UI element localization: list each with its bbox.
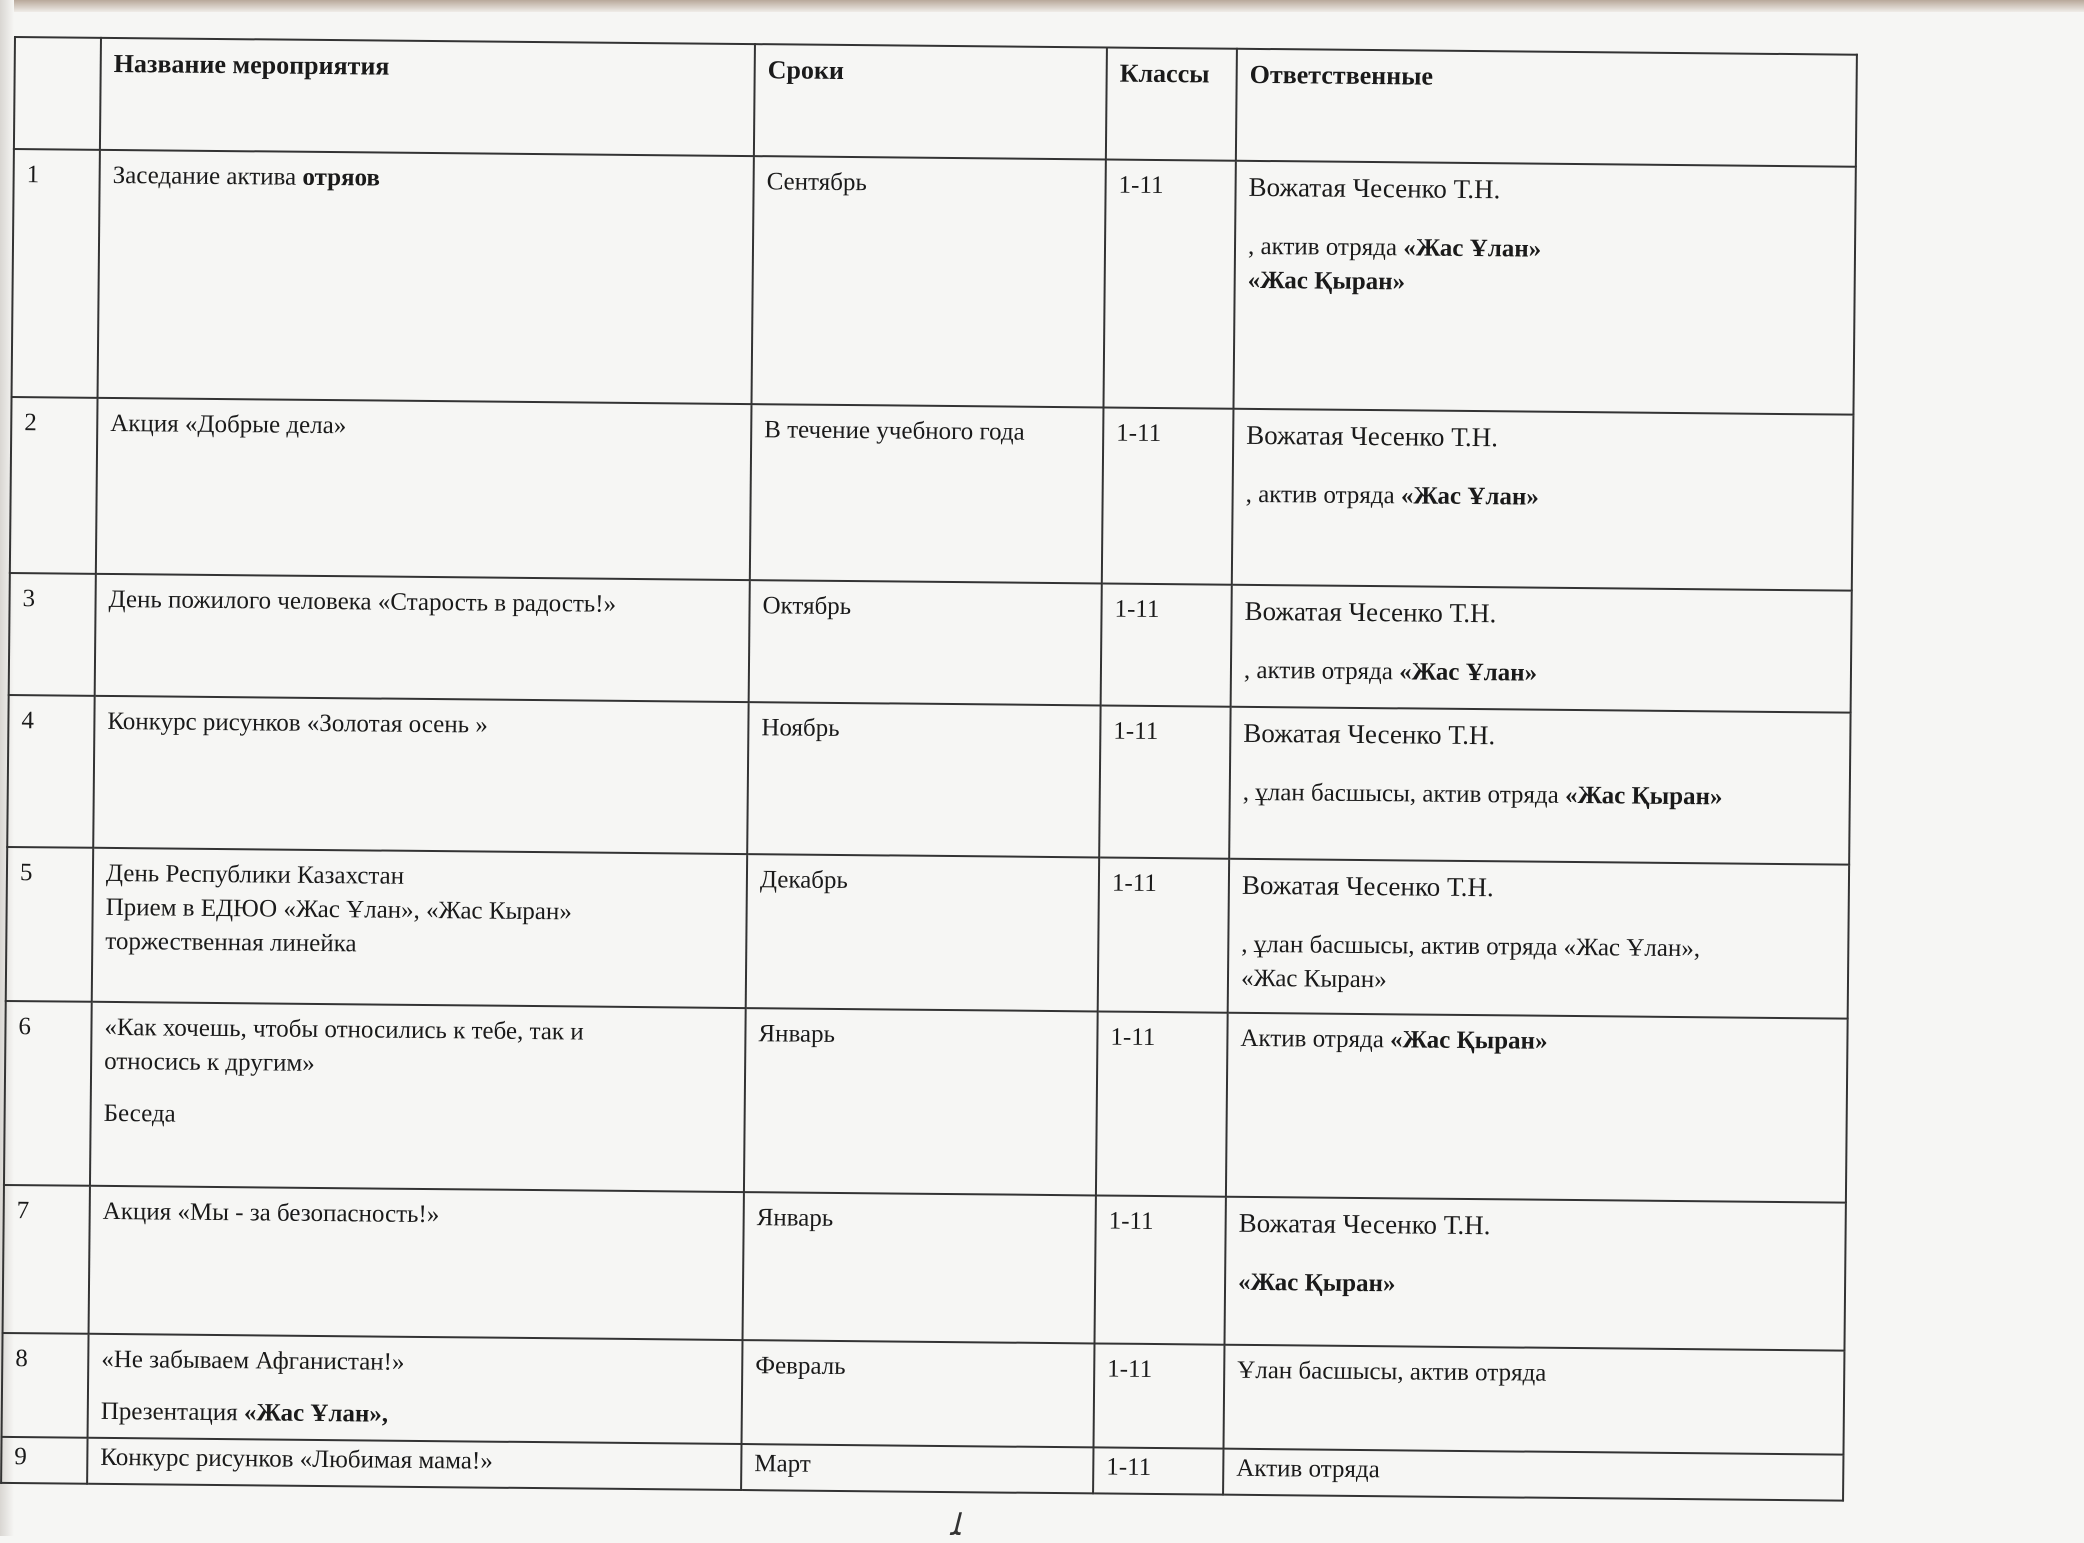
row-number: 6 [4,1001,92,1186]
classes-cell: 1-11 [1102,407,1234,584]
responsible-cell [1233,161,1855,415]
responsible-head: Вожатая Чесенко Т.Н. [1238,1207,1491,1241]
row-number: 4 [7,695,94,848]
responsible-cell [1231,585,1852,713]
responsible-bold: «Жас Ұлан» [1403,234,1542,263]
classes-cell: 1-11 [1094,1343,1225,1448]
responsible-head: Вожатая Чесенко Т.Н. [1248,171,1501,205]
event-cell: Конкурс рисунков «Любимая мама!» [87,1438,741,1490]
responsible-cell [1224,1197,1845,1351]
table-header-row [14,37,1857,167]
event-prefix: Презентация [100,1397,245,1427]
responsible-bold: «Жас Қыран» [1564,781,1723,811]
responsible-head: Вожатая Чесенко Т.Н. [1244,595,1497,629]
responsible-detail [1245,478,1839,518]
handwritten-page-mark: ﻠ [950,1509,960,1542]
event-cell: Акция «Добрые дела» [96,398,752,580]
responsible-bold: «Жас Ұлан» [1399,658,1538,687]
row-number: 1 [12,149,100,398]
responsible-head: Вожатая Чесенко Т.Н. [1246,419,1499,453]
table-row [7,695,1850,865]
responsible-prefix: Актив отряда [1240,1024,1391,1054]
event-line: «Как хочешь, чтобы относились к тебе, так и [104,1013,584,1046]
table-row [6,847,1849,1019]
date-cell: Декабрь [746,854,1099,1011]
event-text-bold: отряов [302,163,381,192]
responsible-cell [1226,1013,1848,1203]
classes-cell: 1-11 [1093,1447,1223,1494]
responsible-prefix: , ұлан басшысы, актив отряда [1242,778,1566,809]
events-table [0,36,1858,1502]
page-edge [0,0,2084,12]
event-line [101,1395,729,1435]
date-cell: Февраль [742,1340,1095,1447]
row-number: 3 [9,573,96,696]
header-number [14,37,101,150]
row-number: 8 [2,1333,89,1438]
date-cell: Январь [743,1192,1096,1343]
event-cell: Конкурс рисунков «Золотая осень » [93,696,748,854]
responsible-head: Вожатая Чесенко Т.Н. [1243,717,1496,751]
responsible-cell: Актив отряда [1223,1449,1843,1501]
event-cell [92,848,747,1008]
date-cell: Январь [744,1008,1098,1195]
header-responsible: Ответственные [1236,49,1857,167]
classes-cell: 1-11 [1094,1195,1225,1344]
responsible-detail: , ұлан басшысы, актив отряда «Жас Ұлан», [1241,930,1701,963]
header-date: Сроки [754,44,1107,159]
event-line: «Не забываем Афганистан!» [101,1345,405,1376]
responsible-bold: «Жас Ұлан» [1400,482,1539,511]
table-row [3,1185,1846,1351]
event-cell [98,150,754,404]
event-line: относись к другим» [104,1047,315,1077]
classes-cell: 1-11 [1096,1011,1228,1196]
event-cell [88,1334,743,1444]
responsible-detail [1243,776,1837,816]
table-row [4,1001,1848,1203]
responsible-detail [1244,654,1838,694]
event-line: День Республики Казахстан [105,859,405,890]
event-type: Беседа [103,1099,176,1128]
event-cell: Акция «Мы - за безопасность!» [89,1186,744,1340]
responsible-cell [1232,409,1854,591]
table-row [9,573,1852,713]
responsible-prefix: , актив отряда [1243,656,1400,686]
event-text-bold: «Жас Ұлан», [243,1399,389,1428]
responsible-cell [1228,859,1849,1019]
responsible-prefix: , актив отряда [1245,480,1402,510]
responsible-cell [1229,707,1850,865]
event-cell [90,1002,746,1192]
header-classes: Классы [1106,47,1237,160]
table-row [12,149,1856,415]
event-cell: День пожилого человека «Старость в радость!» [95,574,750,702]
responsible-head: Вожатая Чесенко Т.Н. [1241,869,1494,903]
row-number: 5 [6,847,93,1002]
responsible-bold: «Жас Қыран» [1237,1268,1396,1298]
date-cell: Сентябрь [752,156,1106,407]
event-line: торжественная линейка [105,927,357,958]
responsible-detail-2: «Жас Кыран» [1240,964,1387,994]
header-event: Название мероприятия [100,38,755,156]
classes-cell: 1-11 [1099,705,1230,858]
row-number: 2 [10,397,98,574]
document-sheet [0,36,1856,1510]
date-cell: Октябрь [749,580,1102,705]
event-line: Прием в ЕДЮО «Жас Ұлан», «Жас Кыран» [105,893,572,926]
date-cell: Март [741,1444,1093,1493]
responsible-bold-2: «Жас Қыран» [1247,266,1406,296]
table-row [10,397,1854,591]
date-cell: Ноябрь [747,702,1100,857]
date-cell: В течение учебного года [750,404,1104,583]
classes-cell: 1-11 [1103,159,1235,408]
classes-cell: 1-11 [1101,583,1232,706]
responsible-prefix: , актив отряда [1247,232,1404,262]
table-row [2,1333,1845,1455]
row-number: 9 [1,1437,87,1484]
classes-cell: 1-11 [1098,857,1229,1012]
row-number: 7 [3,1185,90,1334]
event-text: Заседание актива [112,161,303,191]
responsible-detail [1248,230,1842,270]
responsible-cell: Ұлан басшысы, актив отряда [1223,1345,1844,1455]
responsible-bold: «Жас Қыран» [1390,1026,1548,1055]
